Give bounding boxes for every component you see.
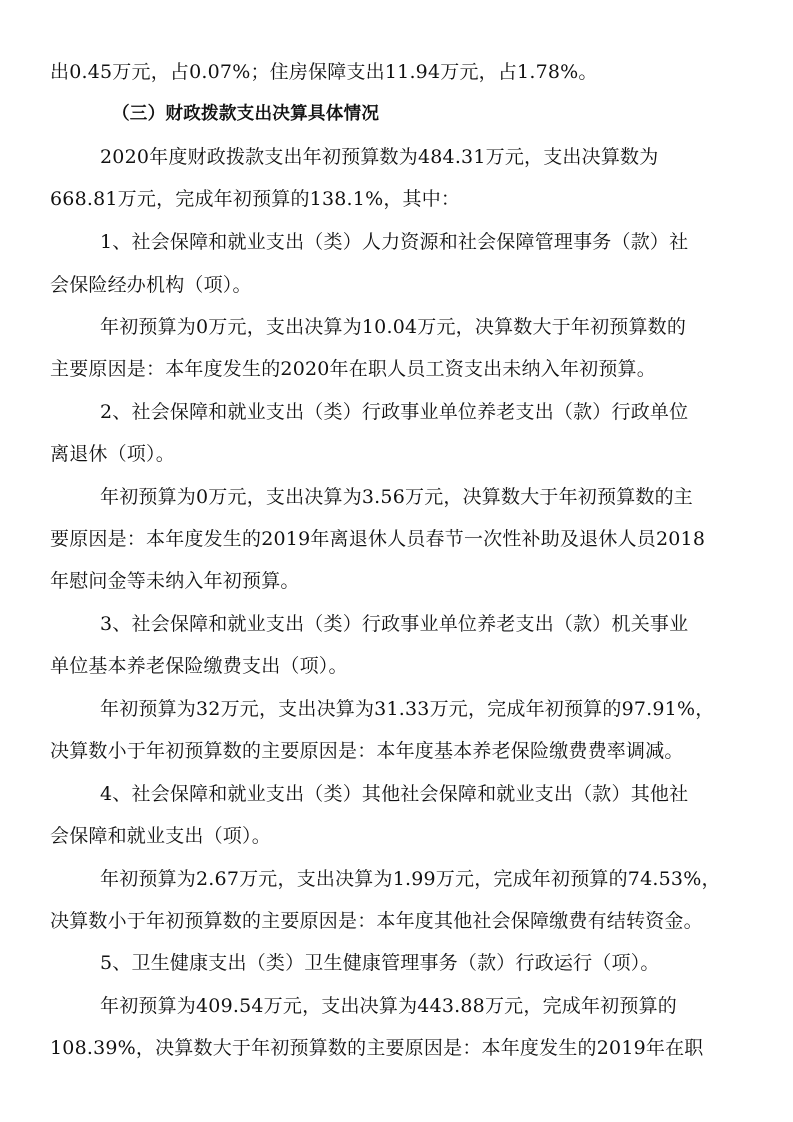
paragraph-line: 年初预算为0万元，支出决算为3.56万元，决算数大于年初预算数的主 xyxy=(100,486,693,508)
paragraph-line: 2020年度财政拨款支出年初预算数为484.31万元，支出决算数为 xyxy=(100,146,659,168)
paragraph-line: 年初预算为409.54万元，支出决算为443.88万元，完成年初预算的 xyxy=(100,995,677,1017)
paragraph-line: 主要原因是：本年度发生的2020年在职人员工资支出未纳入年初预算。 xyxy=(50,358,656,380)
item-heading: 离退休（项）。 xyxy=(50,443,175,465)
paragraph-line: 年初预算为32万元，支出决算为31.33万元，完成年初预算的97.91%， xyxy=(100,698,715,720)
paragraph-line: 年初预算为2.67万元，支出决算为1.99万元，完成年初预算的74.53%， xyxy=(100,868,721,890)
paragraph-line: 决算数小于年初预算数的主要原因是：本年度其他社会保障缴费有结转资金。 xyxy=(50,910,703,932)
paragraph-line: 要原因是：本年度发生的2019年离退休人员春节一次性补助及退休人员2018 xyxy=(50,528,706,550)
item-heading: 会保障和就业支出（项）。 xyxy=(50,825,271,847)
paragraph-line: 年初预算为0万元，支出决算为10.04万元，决算数大于年初预算数的 xyxy=(100,316,687,338)
paragraph-line: 决算数小于年初预算数的主要原因是：本年度基本养老保险缴费费率调减。 xyxy=(50,740,684,762)
paragraph-line: 年慰问金等未纳入年初预算。 xyxy=(50,570,300,592)
section-heading: （三）财政拨款支出决算具体情况 xyxy=(112,103,380,124)
item-heading: 5、卫生健康支出（类）卫生健康管理事务（款）行政运行（项）。 xyxy=(100,952,660,974)
item-heading: 2、社会保障和就业支出（类）行政事业单位养老支出（款）行政单位 xyxy=(100,401,689,423)
paragraph-line: 108.39%，决算数大于年初预算数的主要原因是：本年度发生的2019年在职 xyxy=(50,1037,704,1059)
item-heading: 3、社会保障和就业支出（类）行政事业单位养老支出（款）机关事业 xyxy=(100,613,689,635)
item-heading: 单位基本养老保险缴费支出（项）。 xyxy=(50,655,348,677)
paragraph-line: 出0.45万元，占0.07%；住房保障支出11.94万元，占1.78%。 xyxy=(50,61,598,83)
item-heading: 会保险经办机构（项）。 xyxy=(50,274,252,296)
item-heading: 1、社会保障和就业支出（类）人力资源和社会保障管理事务（款）社 xyxy=(100,231,689,253)
paragraph-line: 668.81万元，完成年初预算的138.1%，其中： xyxy=(50,188,461,210)
item-heading: 4、社会保障和就业支出（类）其他社会保障和就业支出（款）其他社 xyxy=(100,783,689,805)
